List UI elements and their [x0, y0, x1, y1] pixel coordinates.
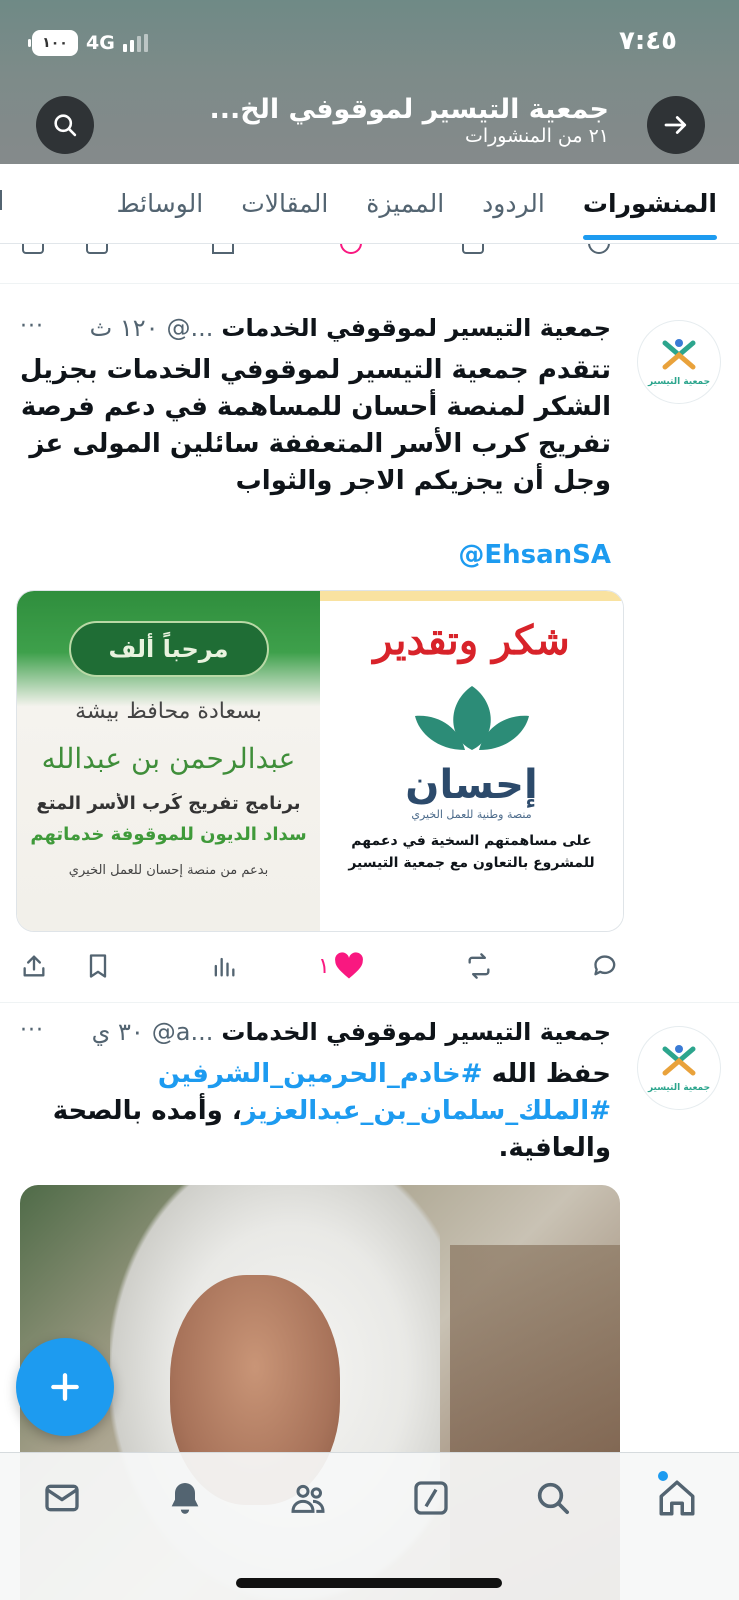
- status-time: ٧:٤٥: [618, 26, 677, 56]
- post[interactable]: [0, 300, 739, 1000]
- post-author[interactable]: جمعية التيسير لموقوفي الخدمات: [221, 1018, 611, 1046]
- media-image-welcome[interactable]: [17, 591, 320, 931]
- home-indicator: [236, 1578, 502, 1588]
- hashtag-link[interactable]: #خادم_الحرمين_الشرفين: [157, 1059, 483, 1089]
- organization-logo-icon: [657, 1043, 701, 1083]
- post-divider: [0, 1002, 739, 1003]
- plus-icon: [45, 1367, 85, 1407]
- post-time[interactable]: ٣٠ ي: [91, 1018, 144, 1046]
- more-options-button[interactable]: ···: [20, 314, 44, 339]
- repost-button[interactable]: [464, 952, 494, 980]
- like-count: ١: [318, 953, 330, 979]
- post-count: ٢١ من المنشورات: [464, 125, 609, 147]
- post-mention[interactable]: @EhsanSA: [458, 540, 611, 570]
- home-notification-dot: [658, 1471, 668, 1481]
- avatar-label: جمعية التيسير: [647, 1083, 711, 1093]
- avatar[interactable]: [637, 320, 721, 404]
- tab-replies[interactable]: الردود: [482, 189, 545, 218]
- thanks-line-2: للمشروع بالتعاون مع جمعية التيسير: [348, 855, 595, 871]
- nav-messages[interactable]: [37, 1473, 87, 1523]
- nav-grok[interactable]: [406, 1473, 456, 1523]
- post-text-end: ، وأمده بالصحة والعافية.: [52, 1096, 611, 1163]
- leaf-logo-icon: [407, 678, 537, 754]
- welcome-line-5: بدعم من منصة إحسان للعمل الخيري: [68, 863, 269, 878]
- post-author[interactable]: جمعية التيسير لموقوفي الخدمات: [221, 314, 611, 342]
- views-button[interactable]: [210, 952, 238, 980]
- avatar-label: جمعية التيسير: [647, 377, 711, 387]
- profile-name: جمعية التيسير لموقوفي الخ...: [209, 94, 609, 125]
- profile-tabs: [0, 164, 739, 244]
- media-image-thanks[interactable]: [320, 591, 623, 931]
- post-header: [92, 1018, 611, 1046]
- welcome-line-4: سداد الديون للموقوفة خدماتهم: [30, 824, 307, 845]
- thanks-heading: شكر وتقدير: [373, 617, 570, 664]
- battery-level: ١٠٠: [42, 35, 68, 51]
- bottom-navigation: [0, 1452, 739, 1600]
- back-button[interactable]: [647, 96, 705, 154]
- previous-post-actions: [0, 244, 739, 284]
- post-time[interactable]: ١٢٠ ث: [89, 314, 159, 342]
- grok-icon: [411, 1478, 451, 1518]
- mail-icon: [42, 1478, 82, 1518]
- welcome-banner: مرحباً ألف: [69, 621, 269, 677]
- reply-icon: [592, 952, 620, 980]
- more-options-button[interactable]: ···: [20, 1018, 44, 1043]
- organization-logo-icon: [657, 337, 701, 377]
- welcome-line-3: برنامج تفريج كُرب الأُسر المتع: [36, 793, 301, 814]
- search-icon: [51, 111, 79, 139]
- share-icon: [20, 952, 48, 980]
- post-handle[interactable]: ...@: [166, 314, 214, 342]
- tab-overflow-edge: [0, 190, 2, 210]
- views-icon: [210, 952, 238, 980]
- profile-header: [0, 0, 739, 164]
- post-text: [11, 1056, 611, 1167]
- post-handle[interactable]: ...a@: [151, 1018, 214, 1046]
- reply-button[interactable]: [592, 952, 620, 980]
- post-media[interactable]: [16, 590, 624, 932]
- bell-icon: [165, 1478, 205, 1518]
- avatar[interactable]: [637, 1026, 721, 1110]
- header-title-block: [189, 94, 609, 147]
- hashtag-link[interactable]: #الملك_سلمان_بن_عبدالعزيز: [241, 1096, 611, 1126]
- arrow-right-icon: [661, 110, 691, 140]
- network-label: 4G: [86, 32, 115, 54]
- compose-button[interactable]: [16, 1338, 114, 1436]
- signal-icon: [123, 34, 148, 52]
- ehsan-logo-sub: منصة وطنية للعمل الخيري: [411, 808, 532, 821]
- share-button[interactable]: [20, 952, 48, 980]
- heart-icon: [334, 952, 364, 980]
- tab-media[interactable]: الوسائط: [116, 189, 204, 218]
- post-actions: [0, 952, 739, 992]
- repost-icon: [464, 952, 494, 980]
- tab-articles[interactable]: المقالات: [241, 189, 329, 218]
- welcome-line-2: عبدالرحمن بن عبدالله: [41, 742, 296, 775]
- tab-posts[interactable]: المنشورات: [583, 164, 717, 244]
- nav-communities[interactable]: [283, 1473, 333, 1523]
- thanks-line-1: على مساهمتهم السخية في دعمهم: [351, 833, 592, 849]
- battery-indicator: [32, 30, 78, 56]
- home-icon: [656, 1477, 698, 1519]
- like-button[interactable]: [318, 952, 364, 980]
- bookmark-icon: [84, 952, 112, 980]
- post-text-start: حفظ الله: [482, 1059, 611, 1089]
- search-button[interactable]: [36, 96, 94, 154]
- status-indicators: [32, 30, 148, 56]
- nav-notifications[interactable]: [160, 1473, 210, 1523]
- search-icon: [533, 1478, 573, 1518]
- post-text: تتقدم جمعية التيسير لموقوفي الخدمات بجزيل الشكر لمنصة أحسان للمساهمة في دعم فرصة تفريج كرب الأسر المتعففة سائلين المولى عز وجل أن يجزيكم الاجر والثواب: [19, 355, 611, 496]
- bookmark-button[interactable]: [84, 952, 112, 980]
- post-header: [90, 314, 611, 342]
- communities-icon: [287, 1478, 329, 1518]
- welcome-line-1: بسعادة محافظ بيشة: [75, 699, 262, 724]
- ehsan-logo-text: إحسان: [405, 762, 538, 808]
- nav-home[interactable]: [652, 1473, 702, 1523]
- tab-highlights[interactable]: المميزة: [366, 189, 445, 218]
- nav-search[interactable]: [528, 1473, 578, 1523]
